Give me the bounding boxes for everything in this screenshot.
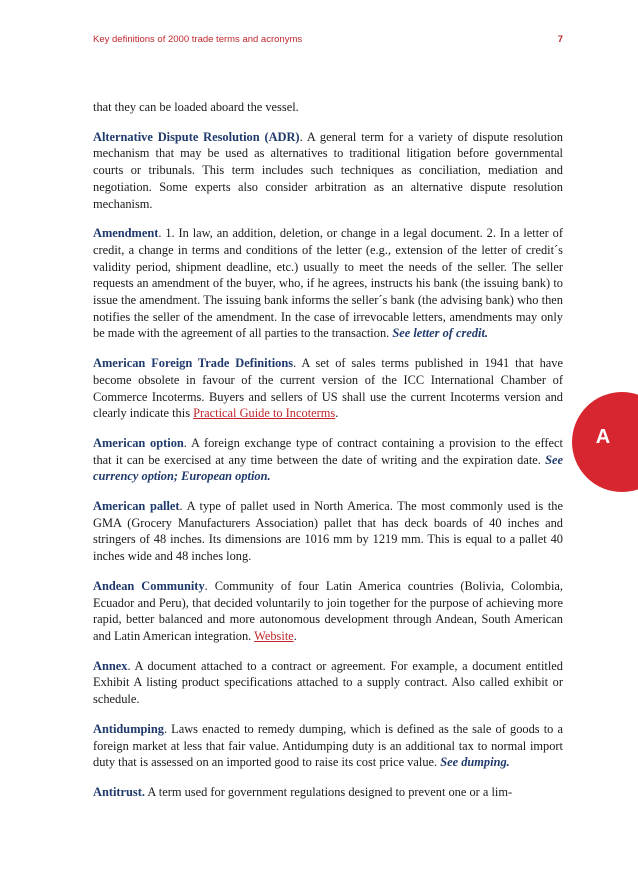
entry-term: Amendment [93, 226, 159, 241]
entry-term: Annex [93, 658, 128, 673]
entry-annex [93, 658, 563, 708]
entry-text: . A set of sales terms published in 1941 that have become obsolete in favour of the current version of the ICC International Chamber of Commerce Incoterms. Buyers and sellers of US shall use the current Incoterms version and clearly indicate this [93, 356, 563, 421]
entry-term: Antidumping [93, 721, 164, 736]
entry-american-option [93, 435, 563, 485]
page-number: 7 [557, 34, 563, 45]
website-link[interactable]: Website [254, 628, 294, 643]
entry-text: . A document attached to a contract or agreement. For example, a document entitled Exhibit A listing product specifications attached to a supply contract. Also called exhibit or schedule. [93, 658, 563, 707]
see-also-reference: See letter of credit. [392, 326, 488, 341]
entry-continuation [93, 99, 563, 116]
entry-antitrust [93, 784, 563, 801]
entry-aftd [93, 355, 563, 422]
entry-antidumping [93, 721, 563, 771]
entry-term: Alternative Dispute Resolution (ADR) [93, 129, 300, 144]
entry-text-end: . [335, 406, 339, 421]
entry-text: . A type of pallet used in North America. The most commonly used is the GMA (Grocery Manufacturers Association) pallet that has deck boards of 40 inches and stringers of 48 inches. Its dimensions are 1016 mm by 1219 mm. This is equal to a pallet 40 inches wide and 48 inches long. [93, 499, 563, 564]
entry-text: . A general term for a variety of dispute resolution mechanism that may be used as alternatives to traditional litigation before governmental courts or tribunals. This term includes such techniques as conciliation, mediation and negotiation. Some experts also consider arbitration as an alternative dispute resolution mechanism. [93, 129, 563, 211]
entry-adr [93, 129, 563, 213]
entry-andean-community [93, 578, 563, 645]
see-also-reference: See dumping. [440, 755, 510, 770]
entry-text: . Community of four Latin America countries (Bolivia, Colombia, Ecuador and Peru), that decided voluntarily to join together for the purpose of achieving more rapid, better balanced and more autonomous development through Andean, South American and Latin American integration. [93, 578, 564, 643]
entry-term: American Foreign Trade Definitions [93, 356, 294, 371]
see-also-reference: See currency option; European option. [93, 452, 563, 484]
entry-text: A term used for government regulations designed to prevent one or a lim- [144, 784, 513, 799]
entry-term: Andean Community [93, 578, 205, 593]
entry-term: American pallet [93, 499, 180, 514]
entry-amendment [93, 225, 563, 342]
entry-text: . 1. In law, an addition, deletion, or change in a legal document. 2. In a letter of credit, a change in terms and conditions of the letter (e.g., extension of the letter of credit´s validity period, shipment deadline, etc.) usually to meet the needs of the seller. The seller requests an amendment of the buyer, who, if he agrees, instructs his bank (the issuing bank) to issue the amendment. The issuing bank informs the seller´s bank (the advising bank) who then notifies the seller of the amendment. In the case of irrevocable letters, amendments may only be made with the agreement of all parties to the transaction. [93, 226, 563, 341]
entry-text: . Laws enacted to remedy dumping, which is defined as the sale of goods to a foreign market at less that fair value. Antidumping duty is an additional tax to normal import duty that is assessed on an imported good to raise its cost price value. [93, 721, 563, 770]
glossary-body [93, 99, 563, 814]
section-tab-letter: A [595, 426, 611, 448]
entry-text: . A foreign exchange type of contract containing a provision to the effect that it can be exercised at any time between the date of writing and the expiration date. [93, 435, 563, 467]
header-title: Key definitions of 2000 trade terms and acronyms [93, 34, 303, 45]
incoterms-guide-link[interactable]: Practical Guide to Incoterms [193, 406, 336, 421]
entry-text-end: . [293, 628, 297, 643]
running-header [93, 34, 563, 45]
entry-american-pallet [93, 498, 563, 565]
entry-term: American option [93, 435, 184, 450]
entry-text: that they can be loaded aboard the vessel. [93, 100, 299, 114]
entry-term: Antitrust. [93, 784, 145, 799]
